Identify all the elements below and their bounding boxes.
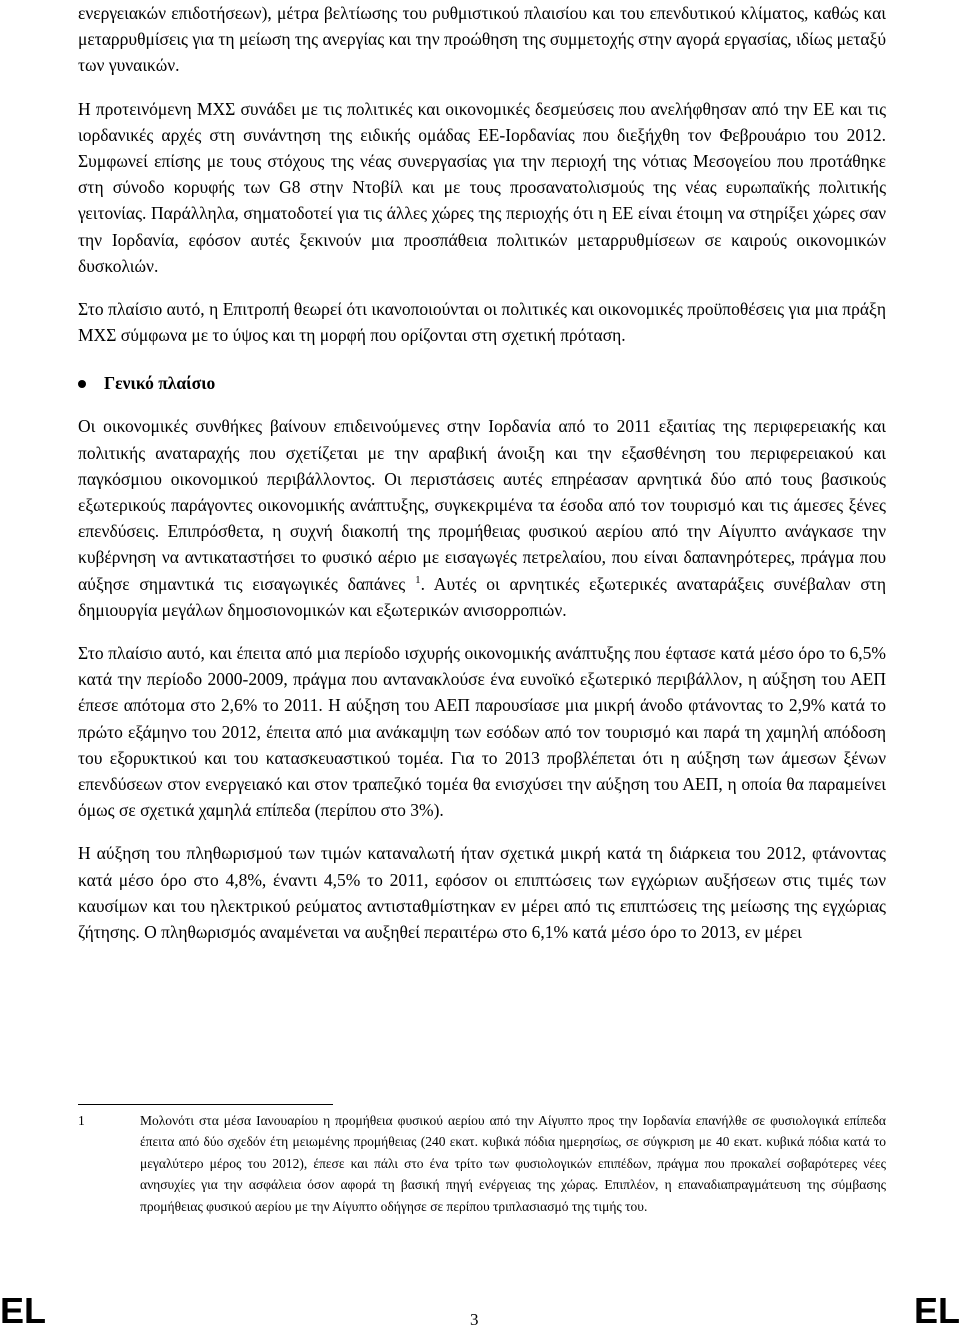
paragraph-mxs-consistency: Η προτεινόμενη ΜΧΣ συνάδει με τις πολιτικές και οικονομικές δεσμεύσεις που ανελήφθησαν από την ΕΕ και τις ιορδανικές αρχές στη συνάντηση της ειδικής ομάδας ΕΕ-Ιορδανίας που διεξήχθη τον Φεβρουάριο του 2012. Συμφωνεί επίσης με τους στόχους της νέας συνεργασίας για την περιοχή της νότιας Μεσογείου που προτάθηκε στη σύνοδο κορυφής των G8 στην Ντοβίλ και με τους προσανατολισμούς της νέας ευρωπαϊκής πολιτικής γειτονίας. Παράλληλα, σηματοδοτεί για τις άλλες χώρες της περιοχής ότι η ΕΕ είναι έτοιμη να στηρίξει χώρες σαν την Ιορδανία, εφόσον αυτές ξεκινούν μια προσπάθεια πολιτικών μεταρρυθμίσεων σε καιρούς οικονομικών δυσκολιών. [78,98,886,276]
footnote-reference[interactable]: 1 [415,573,421,586]
paragraph-economic-conditions [78,413,886,623]
paragraph-inflation: Η αύξηση του πληθωρισμού των τιμών καταναλωτή ήταν σχετικά μικρή κατά τη διάρκεια του 2012, φτάνοντας κατά μέσο όρο στο 4,8%, έναντι 4,5% το 2011, εφόσον οι επιπτώσεις των εγχώριων αυξήσεων στις τιμές των καυσίμων και του ηλεκτρικού ρεύματος αντισταθμίστηκαν εν μέρει από τις επιπτώσεις της μείωσης της εγχώριας ζήτησης. Ο πληθωρισμός αναμένεται να αυξηθεί περαιτέρω στο 6,1% κατά μέσο όρο το 2013, εν μέρει [78,843,886,943]
footnote [78,1110,886,1217]
paragraph-continuation: ενεργειακών επιδοτήσεων), μέτρα βελτίωσης του ρυθμιστικού πλαισίου και του επενδυτικού κλίματος, καθώς και μεταρρυθμίσεις για τη μείωση της ανεργίας και την προώθηση της συμμετοχής στην αγορά εργασίας, ιδίως μεταξύ των γυναικών. [78,3,886,76]
paragraph-text: . Αυτές οι αρνητικές εξωτερικές αναταράξεις συνέβαλαν στη δημιουργία μεγάλων δημοσιονομικών και εξωτερικών ανισορροπιών. [78,573,886,620]
document-page [78,0,886,945]
section-heading-general-framework [78,370,886,396]
footnote-text: Μολονότι στα μέσα Ιανουαρίου η προμήθεια φυσικού αερίου από την Αίγυπτο προς την Ιορδανία επανήλθε σε φυσιολογικά επίπεδα έπειτα από δύο σχεδόν έτη μειωμένης προμήθειας (240 εκατ. κυβικά πόδια ημερησίως, σε σύγκριση με 40 εκατ. κυβικά πόδια κατά το μεγαλύτερο μέρος του 2012), έπεσε και πάλι στο ένα τρίτο των φυσιολογικών επιπέδων, πράγμα που προκαλεί σοβαρότερες νέες ανησυχίες για την ασφάλεια όσον αφορά τη βασική πηγή ενέργειας της χώρας. Επιπλέον, η επαναδιαπραγμάτευση της σύμβασης προμήθειας φυσικού αερίου με την Αίγυπτο οδήγησε σε περίπου τριπλασιασμό της τιμής του. [140,1113,886,1214]
paragraph-commission-conditions: Στο πλαίσιο αυτό, η Επιτροπή θεωρεί ότι ικανοποιούνται οι πολιτικές και οικονομικές προϋποθέσεις για μια πράξη ΜΧΣ σύμφωνα με το ύψος και τη μορφή που ορίζονται στη σχετική πρόταση. [78,299,886,346]
footer-language-right: EL [913,1290,960,1331]
footnote-separator [78,1104,333,1105]
page-number: 3 [470,1310,479,1329]
bullet-icon [78,380,86,388]
paragraph-text: Οι οικονομικές συνθήκες βαίνουν επιδεινούμενες στην Ιορδανία από το 2011 εξαιτίας της περιφερειακής και πολιτικής αναταραχής που σχετίζεται με την αραβική άνοιξη και την εξασθένηση του περιφερειακού και παγκόσμιου οικονομικού περιβάλλοντος. Οι περιστάσεις αυτές επηρέασαν αρνητικά δύο από τους βασικούς εξωτερικούς παράγοντες οικονομικής ανάπτυξης, συγκεκριμένα τα έσοδα από τον τουρισμό και τις άμεσες ξένες επενδύσεις. Επιπρόσθετα, η συχνή διακοπή της προμήθειας φυσικού αερίου από την Αίγυπτο ανάγκασε την κυβέρνηση να αντικαταστήσει το φυσικό αέριο με εισαγωγές πετρελαίου, που είναι δαπανηρότερες, πράγμα που αύξησε σημαντικά τις εισαγωγικές δαπάνες [78,416,886,594]
section-heading-text: Γενικό πλαίσιο [104,373,216,394]
paragraph-gdp-growth: Στο πλαίσιο αυτό, και έπειτα από μια περίοδο ισχυρής οικονομικής ανάπτυξης που έφτασε κατά μέσο όρο το 6,5% κατά την περίοδο 2000-2009, πράγμα που αντανακλούσε ένα ευνοϊκό εξωτερικό περιβάλλον, η αύξηση του ΑΕΠ έπεσε απότομα στο 2,6% το 2011. Η αύξηση του ΑΕΠ παρουσίασε μια μικρή άνοδο φτάνοντας το 2,9% κατά το πρώτο εξάμηνο του 2012, έπειτα από μια ανάκαμψη των εσόδων από τον τουρισμό και παρά τη χαμηλή απόδοση του εξορυκτικού και του κατασκευαστικού τομέα. Για το 2013 προβλέπεται ότι η αύξηση των άμεσων ξένων επενδύσεων στον ενεργειακό και στον τραπεζικό τομέα θα ενισχύσει την αύξηση του ΑΕΠ, η οποία θα παραμείνει όμως σε σχετικά χαμηλά επίπεδα (περίπου στο 3%). [78,643,886,821]
footnote-number: 1 [78,1113,85,1128]
footer-language-left: EL [0,1290,47,1331]
